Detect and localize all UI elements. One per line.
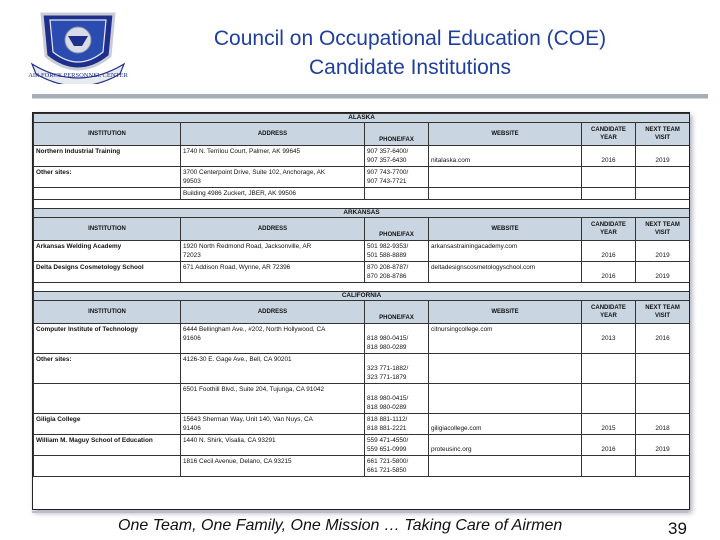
address-cell: 1740 N. Terrilou Court, Palmer, AK 99645 — [181, 146, 365, 167]
website-cell: giligiacollege.com — [429, 414, 582, 435]
state-name: ARKANSAS — [34, 209, 690, 218]
table-row — [34, 262, 690, 283]
col-next-visit: NEXT TEAM VISIT — [636, 218, 690, 241]
table-row — [34, 188, 690, 200]
col-phone: PHONE/FAX — [365, 301, 429, 324]
phone-cell: 907 743-7700/ 907 743-7721 — [365, 167, 429, 188]
website-cell: nitalaska.com — [429, 146, 582, 167]
col-address: ADDRESS — [181, 218, 365, 241]
address-cell: 15643 Sherman Way, Unit 140, Van Nuys, CA 91406 — [181, 414, 365, 435]
phone-cell: 501 982-9353/ 501 588-8889 — [365, 241, 429, 262]
website-cell: citnursingcollege.com — [429, 324, 582, 354]
address-cell: 3700 Centerpoint Drive, Suite 102, Anchorage, AK 99503 — [181, 167, 365, 188]
next-visit-cell: 2019 — [636, 241, 690, 262]
next-visit-cell: 2016 — [636, 324, 690, 354]
table-row — [34, 414, 690, 435]
col-website: WEBSITE — [429, 301, 582, 324]
table-row — [34, 384, 690, 414]
candidate-year-cell: 2016 — [582, 241, 636, 262]
col-candidate-year: CANDIDATE YEAR — [582, 218, 636, 241]
footer-divider — [32, 511, 688, 513]
institution-cell: Other sites: — [34, 167, 181, 188]
page-title — [140, 24, 680, 82]
institution-cell: Computer Institute of Technology — [34, 324, 181, 354]
next-visit-cell: 2019 — [636, 262, 690, 283]
phone-cell: 818 980-0415/ 818 980-0289 — [365, 324, 429, 354]
logo-banner-text: AIR FORCE PERSONNEL CENTER — [28, 72, 128, 79]
address-cell: 1920 North Redmond Road, Jacksonville, AR 72023 — [181, 241, 365, 262]
candidate-year-cell: 2015 — [582, 414, 636, 435]
table-row — [34, 241, 690, 262]
table-row — [34, 324, 690, 354]
next-visit-cell: 2019 — [636, 435, 690, 456]
institution-cell: Delta Designs Cosmetology School — [34, 262, 181, 283]
phone-cell: 323 771-1882/ 323 771-1879 — [365, 354, 429, 384]
state-row-arkansas — [34, 209, 690, 218]
candidate-year-cell: 2013 — [582, 324, 636, 354]
address-cell: 6501 Foothill Blvd., Suite 204, Tujunga, CA 91042 — [181, 384, 365, 414]
page-number: 39 — [668, 519, 687, 538]
address-cell: 1440 N. Shirk, Visalia, CA 93291 — [181, 435, 365, 456]
header-divider — [32, 94, 708, 99]
col-next-visit: NEXT TEAM VISIT — [636, 301, 690, 324]
col-phone: PHONE/FAX — [365, 218, 429, 241]
institution-cell: Northern Industrial Training — [34, 146, 181, 167]
col-website: WEBSITE — [429, 218, 582, 241]
institution-cell: William M. Maguy School of Education — [34, 435, 181, 456]
website-cell: deltadesignscosmetologyschool.com — [429, 262, 582, 283]
table-row — [34, 146, 690, 167]
candidate-year-cell: 2016 — [582, 435, 636, 456]
phone-cell: 818 881-1112/ 818 881-2221 — [365, 414, 429, 435]
institutions-table — [33, 113, 690, 477]
title-line-1: Council on Occupational Education (COE) — [213, 27, 607, 50]
phone-cell: 661 721-5800/ 661 721-5850 — [365, 456, 429, 477]
address-cell: 1816 Cecil Avenue, Delano, CA 93215 — [181, 456, 365, 477]
address-cell: 671 Addison Road, Wynne, AR 72396 — [181, 262, 365, 283]
table-row — [34, 456, 690, 477]
col-next-visit: NEXT TEAM VISIT — [636, 123, 690, 146]
institution-cell: Arkansas Welding Academy — [34, 241, 181, 262]
col-candidate-year: CANDIDATE YEAR — [582, 301, 636, 324]
next-visit-cell: 2019 — [636, 146, 690, 167]
next-visit-cell: 2018 — [636, 414, 690, 435]
col-phone: PHONE/FAX — [365, 123, 429, 146]
website-cell: proteusinc.org — [429, 435, 582, 456]
spacer-row — [34, 200, 690, 209]
table-row — [34, 354, 690, 384]
col-website: WEBSITE — [429, 123, 582, 146]
address-cell: 4126-30 E. Gage Ave., Bell, CA 90201 — [181, 354, 365, 384]
website-cell: arkansastrainingacademy.com — [429, 241, 582, 262]
table-row — [34, 435, 690, 456]
address-cell: Building 4986 Zuckert, JBER, AK 99506 — [181, 188, 365, 200]
column-header-row — [34, 218, 690, 241]
institution-cell: Other sites: — [34, 354, 181, 384]
footer-tagline: One Team, One Family, One Mission … Taking Care of Airmen — [118, 517, 563, 534]
candidate-year-cell: 2016 — [582, 146, 636, 167]
column-header-row — [34, 301, 690, 324]
state-row-california — [34, 292, 690, 301]
state-name: CALIFORNIA — [34, 292, 690, 301]
phone-cell: 818 980-0415/ 818 980-0289 — [365, 384, 429, 414]
institution-cell: Giligia College — [34, 414, 181, 435]
col-address: ADDRESS — [181, 301, 365, 324]
col-institution: INSTITUTION — [34, 123, 181, 146]
spacer-row — [34, 283, 690, 292]
phone-cell: 907 357-6400/ 907 357-6430 — [365, 146, 429, 167]
state-row-alaska — [34, 114, 690, 123]
col-institution: INSTITUTION — [34, 218, 181, 241]
afpc-shield-logo — [24, 6, 132, 84]
phone-cell: 870 208-8787/ 870 208-8786 — [365, 262, 429, 283]
state-name: ALASKA — [34, 114, 690, 123]
candidate-year-cell: 2016 — [582, 262, 636, 283]
institutions-table-frame — [32, 112, 690, 510]
table-row — [34, 167, 690, 188]
col-institution: INSTITUTION — [34, 301, 181, 324]
col-address: ADDRESS — [181, 123, 365, 146]
title-line-2: Candidate Institutions — [309, 56, 511, 79]
column-header-row — [34, 123, 690, 146]
phone-cell: 559 471-4550/ 559 651-0999 — [365, 435, 429, 456]
col-candidate-year: CANDIDATE YEAR — [582, 123, 636, 146]
address-cell: 6444 Bellingham Ave., #202, North Hollywood, CA 91606 — [181, 324, 365, 354]
